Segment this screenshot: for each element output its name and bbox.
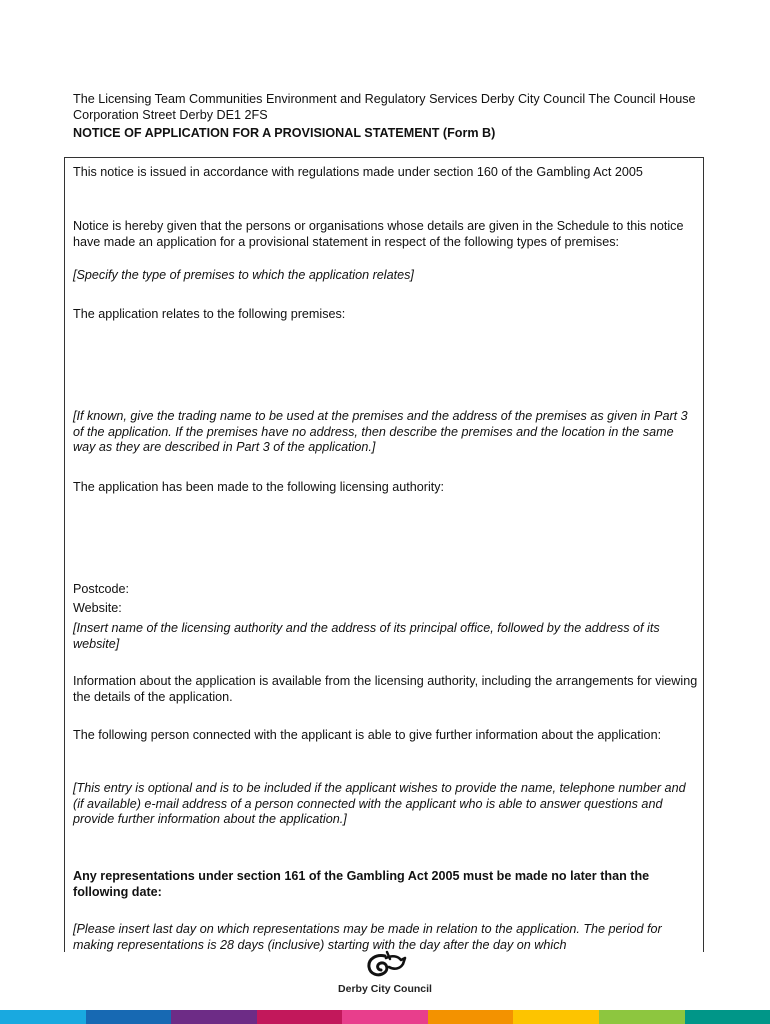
color-stripe xyxy=(0,1010,770,1024)
stripe-segment-5 xyxy=(342,1010,428,1024)
stripe-segment-1 xyxy=(0,1010,86,1024)
document-header xyxy=(73,92,703,142)
stripe-segment-7 xyxy=(513,1010,599,1024)
stripe-segment-2 xyxy=(86,1010,172,1024)
stripe-segment-4 xyxy=(257,1010,343,1024)
authority-hint: [Insert name of the licensing authority and the address of its principal office, followed by the address of its website] xyxy=(73,621,660,651)
notice-box xyxy=(64,157,704,952)
contact-paragraph: The following person connected with the applicant is able to give further information about the application: xyxy=(73,728,662,742)
council-name: Derby City Council xyxy=(338,983,432,995)
representations-paragraph: Any representations under section 161 of the Gambling Act 2005 must be made no later than the following date: xyxy=(73,869,650,899)
postcode-label: Postcode: xyxy=(73,582,130,596)
derby-city-council-logo xyxy=(330,950,440,998)
stripe-segment-9 xyxy=(685,1010,770,1024)
stripe-segment-3 xyxy=(171,1010,257,1024)
authority-paragraph: The application has been made to the following licensing authority: xyxy=(73,480,445,494)
premises-type-hint: [Specify the type of premises to which the application relates] xyxy=(73,268,414,282)
website-label: Website: xyxy=(73,601,122,615)
intro-paragraph: This notice is issued in accordance with regulations made under section 160 of the Gambling Act 2005 xyxy=(73,165,643,179)
premises-paragraph: The application relates to the following premises: xyxy=(73,307,346,321)
form-title: NOTICE OF APPLICATION FOR A PROVISIONAL STATEMENT (Form B) xyxy=(73,126,496,140)
information-paragraph: Information about the application is available from the licensing authority, including the arrangements for viewing the details of the application. xyxy=(73,674,698,704)
representations-hint: [Please insert last day on which representations may be made in relation to the application. The period for making representations is 28 days (inclusive) starting with the day after the day on which xyxy=(73,922,662,952)
contact-hint: [This entry is optional and is to be included if the applicant wishes to provide the name, telephone number and (if available) e-mail address of a person connected with the applicant who is able to answer questions and provide further information about the application.] xyxy=(73,781,686,826)
stripe-segment-8 xyxy=(599,1010,685,1024)
notice-paragraph: Notice is hereby given that the persons or organisations whose details are given in the Schedule to this notice have made an application for a provisional statement in respect of the following types of premises: xyxy=(73,219,684,249)
stripe-segment-6 xyxy=(428,1010,514,1024)
ram-emblem-icon xyxy=(362,950,408,982)
premises-hint: [If known, give the trading name to be used at the premises and the address of the premises as given in Part 3 of the application. If the premises have no address, then describe the premises and the location in the same way as they are described in Part 3 of the application.] xyxy=(73,409,688,454)
council-address: The Licensing Team Communities Environment and Regulatory Services Derby City Council The Council House Corporation Street Derby DE1 2FS xyxy=(73,92,696,122)
